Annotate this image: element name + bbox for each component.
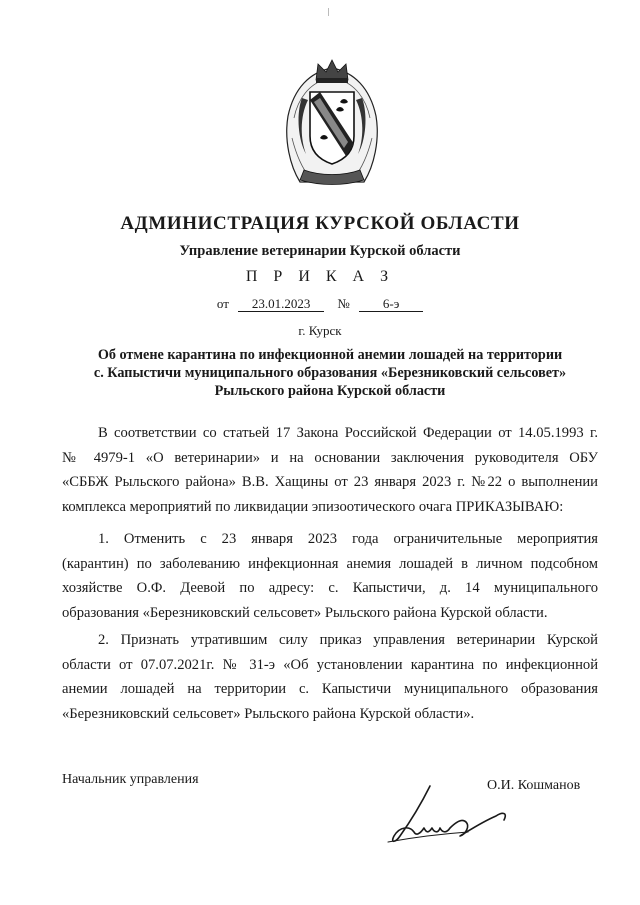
paragraph-line: «Березниковский сельсовет» Рыльского района Курской области». <box>62 705 475 722</box>
date-number-line <box>0 296 640 312</box>
date-prefix: от <box>216 296 229 311</box>
preamble-paragraph <box>62 421 598 519</box>
department-title: Управление ветеринарии Курской области <box>179 243 461 259</box>
order-item-2 <box>62 628 598 726</box>
subject-line: Об отмене карантина по инфекционной анемии лошадей на территории <box>97 347 563 363</box>
paragraph-line: В соответствии со статьей 17 Закона Российской Федерации от 14.05.1993 г. <box>98 425 598 441</box>
paragraph-line: 2. Признать утратившим силу приказ управления ветеринарии Курской <box>98 632 598 648</box>
order-subject <box>70 346 590 400</box>
paragraph-line: области от 07.07.2021г. № 31-э «Об установлении карантина по инфекционной <box>62 656 598 673</box>
subject-line: Рыльского района Курской области <box>214 383 446 399</box>
document-number: 6-э <box>359 297 423 312</box>
paragraph-line: № 4979-1 «О ветеринарии» и на основании заключения руководителя ОБУ <box>62 449 598 466</box>
signatory-position: Начальник управления <box>62 772 199 787</box>
organization-title: АДМИНИСТРАЦИЯ КУРСКОЙ ОБЛАСТИ <box>120 213 520 234</box>
paragraph-line: комплекса мероприятий по ликвидации эпизоотического очага ПРИКАЗЫВАЮ: <box>62 498 564 515</box>
paragraph-line: образования «Березниковский сельсовет» Рыльского района Курской области. <box>62 604 548 621</box>
document-type: П Р И К А З <box>245 268 395 285</box>
order-item-1 <box>62 527 598 625</box>
signatory-name: О.И. Кошманов <box>487 778 581 793</box>
number-prefix: № <box>337 296 350 311</box>
paragraph-line: (карантин) по заболеванию инфекционная анемия лошадей в личном подсобном <box>62 555 598 572</box>
paragraph-line: анемии лошадей на территории с. Капыстичи муниципального образования <box>62 681 598 698</box>
paragraph-line: 1. Отменить с 23 января 2023 года ограничительные мероприятия <box>98 531 598 547</box>
scan-mark <box>328 8 329 16</box>
document-date: 23.01.2023 <box>238 297 324 312</box>
handwritten-signature-icon <box>370 782 520 848</box>
paragraph-line: «СББЖ Рыльского района» В.В. Хащины от 23 января 2023 г. №22 о выполнении <box>62 474 598 491</box>
subject-line: с. Капыстичи муниципального образования «Березниковский сельсовет» <box>93 365 567 381</box>
coat-of-arms-icon <box>280 58 384 190</box>
city: г. Курск <box>298 323 342 338</box>
paragraph-line: хозяйстве О.Ф. Деевой по адресу: с. Капыстичи, д. 14 муниципального <box>62 580 598 597</box>
